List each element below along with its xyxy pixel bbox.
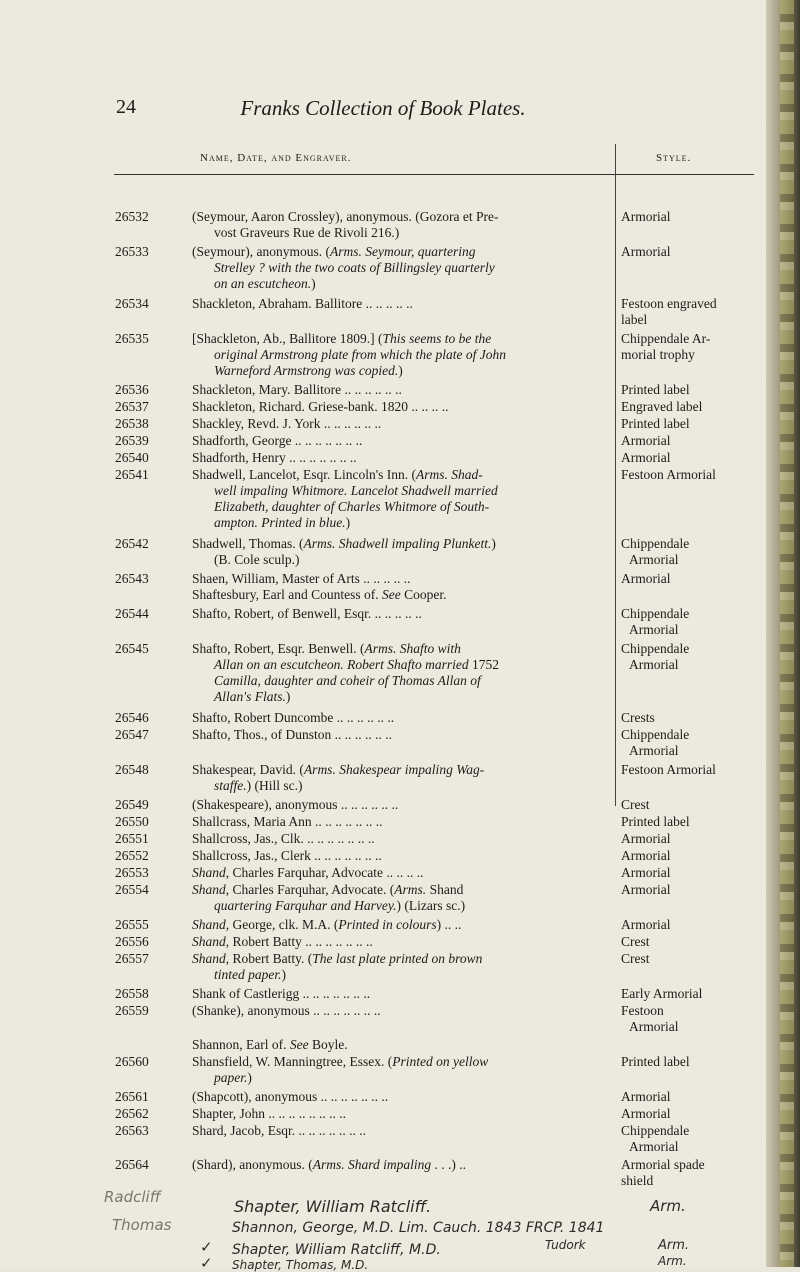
entry-line: Shand, Robert Batty .. .. .. .. .. .. ..: [192, 934, 373, 949]
entry-description: [192, 710, 602, 726]
entry-style-line: Festoon Armorial: [621, 762, 716, 777]
entry-style: [621, 986, 761, 1002]
entry-line: on an escutcheon.): [214, 276, 316, 291]
entry-line: Allan on an escutcheon. Robert Shafto married 1752: [214, 657, 499, 672]
entry-style: [621, 951, 761, 967]
entry-style: [621, 865, 761, 881]
entry-number: 26540: [115, 450, 149, 465]
entry-style: [621, 1106, 761, 1122]
entry-description: [192, 1003, 602, 1019]
entry-style-line: Chippendale: [621, 727, 690, 742]
entry-style-line: Printed label: [621, 416, 690, 431]
entry-number: 26538: [115, 416, 149, 431]
running-header: [0, 96, 766, 126]
column-header-style: Style.: [656, 152, 692, 164]
entry-style: [621, 571, 761, 587]
entry-description: [192, 1037, 602, 1053]
entry-description: [192, 865, 602, 881]
entry-style-line: Armorial: [621, 848, 671, 863]
entry-number: 26541: [115, 467, 149, 482]
header-rule: [114, 174, 754, 175]
entry-line: Shaftesbury, Earl and Countess of. See Cooper.: [192, 587, 447, 602]
entry-line: (Shard), anonymous. (Arms. Shard impaling . . .) ..: [192, 1157, 467, 1172]
entry-style: [621, 934, 761, 950]
entry-line: Allan's Flats.): [214, 689, 291, 704]
entry-line: Shapter, John .. .. .. .. .. .. .. ..: [192, 1106, 346, 1121]
margin-annotation-2: Thomas: [112, 1216, 172, 1234]
entry-style: [621, 727, 761, 759]
entry-line: Shand, Robert Batty. (The last plate printed on brown: [192, 951, 483, 966]
entry-number: 26561: [115, 1089, 149, 1104]
entry-line: original Armstrong plate from which the plate of John: [214, 347, 506, 362]
entry-style-line: Armorial: [621, 433, 671, 448]
entry-description: [192, 1089, 602, 1105]
entry-line: Shafto, Robert, of Benwell, Esqr. .. .. .. .. ..: [192, 606, 422, 621]
entry-style-line: Printed label: [621, 814, 690, 829]
handwritten-note-2: Tudork: [545, 1238, 586, 1252]
entry-style-line: Armorial: [629, 622, 679, 637]
margin-annotation-1: Radcliff: [104, 1188, 161, 1206]
entry-style: [621, 831, 761, 847]
entry-number: 26544: [115, 606, 149, 621]
entry-style: [621, 467, 761, 483]
entry-number: 26535: [115, 331, 149, 346]
entry-line: Shallcross, Jas., Clerk .. .. .. .. .. .. ..: [192, 848, 382, 863]
entry-number: 26564: [115, 1157, 149, 1172]
entry-style-line: Armorial spade: [621, 1157, 705, 1172]
entry-style: [621, 882, 761, 898]
entry-style: [621, 762, 761, 778]
page-number: 24: [116, 96, 136, 118]
column-header-name: Name, Date, and Engraver.: [200, 152, 352, 164]
entry-number: 26536: [115, 382, 149, 397]
entry-description: [192, 986, 602, 1002]
entry-description: [192, 762, 602, 794]
entry-line: Shand, Charles Farquhar, Advocate. (Arms. Shand: [192, 882, 464, 897]
entry-number: 26560: [115, 1054, 149, 1069]
entry-description: [192, 433, 602, 449]
entry-line: (Shanke), anonymous .. .. .. .. .. .. ..: [192, 1003, 381, 1018]
handwritten-entry-4: Shapter, Thomas, M.D.: [232, 1258, 369, 1272]
entry-style-line: Early Armorial: [621, 986, 703, 1001]
entry-style: [621, 848, 761, 864]
entry-description: [192, 797, 602, 813]
entry-line: (Shakespeare), anonymous .. .. .. .. .. ..: [192, 797, 399, 812]
entry-description: [192, 296, 602, 312]
entry-number: 26562: [115, 1106, 149, 1121]
entry-number: 26546: [115, 710, 149, 725]
entry-style-line: Armorial: [621, 571, 671, 586]
entry-line: Shafto, Thos., of Dunston .. .. .. .. .. ..: [192, 727, 393, 742]
binding-texture: [780, 0, 794, 1267]
entry-description: [192, 536, 602, 568]
entry-style: [621, 331, 761, 363]
entry-number: 26533: [115, 244, 149, 259]
entry-style-line: Engraved label: [621, 399, 703, 414]
entry-style-line: Armorial: [629, 1019, 679, 1034]
entry-number: 26537: [115, 399, 149, 414]
entry-style-line: Armorial: [629, 1139, 679, 1154]
entry-style: [621, 606, 761, 638]
entry-description: [192, 882, 602, 914]
entry-number: 26549: [115, 797, 149, 812]
entry-number: 26552: [115, 848, 149, 863]
entry-description: [192, 917, 602, 933]
entry-style-line: Crest: [621, 951, 650, 966]
entry-line: [Shackleton, Ab., Ballitore 1809.] (This seems to be the: [192, 331, 492, 346]
entry-line: quartering Farquhar and Harvey.) (Lizars sc.): [214, 898, 466, 913]
handwritten-entry-2: Shannon, George, M.D. Lim. Cauch. 1843 FRCP. 1841: [232, 1220, 605, 1236]
entry-style-line: Chippendale: [621, 1123, 690, 1138]
column-divider: [615, 144, 616, 806]
entry-style-line: morial trophy: [621, 347, 695, 362]
entry-line: (B. Cole sculp.): [214, 552, 300, 567]
check-mark-icon: ✓: [200, 1238, 213, 1256]
entry-style-line: Crests: [621, 710, 655, 725]
entry-style-line: Festoon Armorial: [621, 467, 716, 482]
entry-line: Shackleton, Richard. Griese-bank. 1820 .. .. .. ..: [192, 399, 449, 414]
entry-line: Shard, Jacob, Esqr. .. .. .. .. .. .. ..: [192, 1123, 366, 1138]
entry-style-line: Armorial: [621, 244, 671, 259]
entry-line: Shand, George, clk. M.A. (Printed in colours) .. ..: [192, 917, 462, 932]
entry-line: Shannon, Earl of. See Boyle.: [192, 1037, 348, 1052]
entry-style: [621, 416, 761, 432]
entry-number: 26557: [115, 951, 149, 966]
entry-description: [192, 934, 602, 950]
entry-line: Camilla, daughter and coheir of Thomas Allan of: [214, 673, 481, 688]
entry-line: Shallcrass, Maria Ann .. .. .. .. .. .. ..: [192, 814, 383, 829]
entry-line: Shackleton, Abraham. Ballitore .. .. .. .. ..: [192, 296, 413, 311]
entry-number: 26547: [115, 727, 149, 742]
entry-style-line: Armorial: [621, 917, 671, 932]
entry-line: well impaling Whitmore. Lancelot Shadwell married: [214, 483, 498, 498]
entry-number: 26542: [115, 536, 149, 551]
entry-style-line: Festoon: [621, 1003, 664, 1018]
entry-description: [192, 606, 602, 622]
entry-line: Shackleton, Mary. Ballitore .. .. .. .. .. ..: [192, 382, 402, 397]
entry-style: [621, 917, 761, 933]
entry-number: 26551: [115, 831, 149, 846]
entry-style: [621, 450, 761, 466]
entry-line: Shadwell, Thomas. (Arms. Shadwell impaling Plunkett.): [192, 536, 496, 551]
entry-number: 26543: [115, 571, 149, 586]
entry-number: 26545: [115, 641, 149, 656]
entry-description: [192, 382, 602, 398]
entry-style-line: Armorial: [621, 1106, 671, 1121]
entry-style-line: Armorial: [621, 209, 671, 224]
entry-description: [192, 450, 602, 466]
entry-style: [621, 382, 761, 398]
entry-style-line: Printed label: [621, 1054, 690, 1069]
entry-description: [192, 1123, 602, 1139]
entry-description: [192, 848, 602, 864]
entry-line: paper.): [214, 1070, 252, 1085]
entry-style-line: Printed label: [621, 382, 690, 397]
entry-style: [621, 433, 761, 449]
entry-number: 26559: [115, 1003, 149, 1018]
entry-description: [192, 831, 602, 847]
entry-style: [621, 1123, 761, 1155]
entry-line: Shansfield, W. Manningtree, Essex. (Printed on yellow: [192, 1054, 489, 1069]
entry-style-line: Armorial: [629, 657, 679, 672]
entry-style-line: shield: [621, 1173, 654, 1188]
handwritten-style-3: Arm.: [658, 1238, 690, 1253]
entry-style-line: Armorial: [621, 450, 671, 465]
entry-style-line: Chippendale: [621, 536, 690, 551]
entry-style-line: Chippendale Ar-: [621, 331, 711, 346]
entry-description: [192, 331, 602, 379]
entry-line: Shaen, William, Master of Arts .. .. .. .. ..: [192, 571, 411, 586]
entry-number: 26534: [115, 296, 149, 311]
entry-description: [192, 1054, 602, 1086]
entry-style: [621, 209, 761, 225]
entry-style-line: Festoon engraved: [621, 296, 717, 311]
handwritten-style-4: Arm.: [658, 1254, 687, 1268]
entry-line: Shand, Charles Farquhar, Advocate .. .. .. ..: [192, 865, 424, 880]
entry-description: [192, 727, 602, 743]
entry-line: Shakespear, David. (Arms. Shakespear impaling Wag-: [192, 762, 485, 777]
entry-line: staffe.) (Hill sc.): [214, 778, 303, 793]
entry-style-line: Chippendale: [621, 641, 690, 656]
entry-line: tinted paper.): [214, 967, 286, 982]
entry-description: [192, 1157, 602, 1173]
entry-description: [192, 399, 602, 415]
entry-line: (Shapcott), anonymous .. .. .. .. .. .. ..: [192, 1089, 389, 1104]
entry-description: [192, 951, 602, 983]
entry-description: [192, 209, 602, 241]
entry-style-line: Armorial: [621, 865, 671, 880]
entry-number: 26532: [115, 209, 149, 224]
entry-style: [621, 296, 761, 328]
entry-style: [621, 641, 761, 673]
entry-description: [192, 571, 602, 603]
entry-number: 26550: [115, 814, 149, 829]
entry-line: Shadwell, Lancelot, Esqr. Lincoln's Inn. (Arms. Shad-: [192, 467, 483, 482]
entry-number: 26556: [115, 934, 149, 949]
entry-number: 26558: [115, 986, 149, 1001]
entry-description: [192, 467, 602, 531]
entry-style-line: Chippendale: [621, 606, 690, 621]
entry-style: [621, 1089, 761, 1105]
entry-number: 26563: [115, 1123, 149, 1138]
entry-line: Warneford Armstrong was copied.): [214, 363, 403, 378]
entry-style-line: label: [621, 312, 648, 327]
entry-style-line: Armorial: [621, 831, 671, 846]
entry-line: Shafto, Robert, Esqr. Benwell. (Arms. Shafto with: [192, 641, 461, 656]
entry-line: ampton. Printed in blue.): [214, 515, 351, 530]
entry-line: vost Graveurs Rue de Rivoli 216.): [214, 225, 400, 240]
entry-number: 26548: [115, 762, 149, 777]
entry-number: 26555: [115, 917, 149, 932]
entry-style: [621, 1054, 761, 1070]
entry-number: 26554: [115, 882, 149, 897]
entry-line: Shank of Castlerigg .. .. .. .. .. .. ..: [192, 986, 371, 1001]
entry-style-line: Armorial: [629, 552, 679, 567]
entry-style: [621, 1003, 761, 1035]
entry-line: Shadforth, George .. .. .. .. .. .. ..: [192, 433, 363, 448]
entry-description: [192, 814, 602, 830]
book-binding-edge: [766, 0, 800, 1267]
entry-line: Elizabeth, daughter of Charles Whitmore of South-: [214, 499, 490, 514]
handwritten-entry-3: Shapter, William Ratcliff, M.D.: [232, 1242, 441, 1258]
entry-line: Shafto, Robert Duncombe .. .. .. .. .. ..: [192, 710, 395, 725]
check-mark-icon: ✓: [200, 1254, 213, 1272]
entry-style: [621, 399, 761, 415]
entry-style-line: Crest: [621, 797, 650, 812]
entry-style: [621, 797, 761, 813]
entry-number: 26553: [115, 865, 149, 880]
entry-line: Shackley, Revd. J. York .. .. .. .. .. ..: [192, 416, 382, 431]
entry-description: [192, 244, 602, 292]
entry-style-line: Armorial: [629, 743, 679, 758]
entry-style: [621, 814, 761, 830]
entry-line: Shadforth, Henry .. .. .. .. .. .. ..: [192, 450, 357, 465]
entry-style-line: Crest: [621, 934, 650, 949]
entry-description: [192, 1106, 602, 1122]
running-title: Franks Collection of Book Plates.: [240, 96, 526, 120]
entry-number: 26539: [115, 433, 149, 448]
entry-description: [192, 416, 602, 432]
handwritten-style-1: Arm.: [650, 1197, 686, 1215]
entry-style: [621, 244, 761, 260]
entry-description: [192, 641, 602, 705]
entry-style-line: Armorial: [621, 1089, 671, 1104]
handwritten-entry-1: Shapter, William Ratcliff.: [234, 1197, 432, 1216]
entry-line: Strelley ? with the two coats of Billingsley quarterly: [214, 260, 495, 275]
entry-line: Shallcross, Jas., Clk. .. .. .. .. .. .. ..: [192, 831, 375, 846]
entry-line: (Seymour, Aaron Crossley), anonymous. (Gozora et Pre-: [192, 209, 499, 224]
entry-style: [621, 536, 761, 568]
entry-style: [621, 710, 761, 726]
entry-style: [621, 1157, 761, 1189]
entry-line: (Seymour), anonymous. (Arms. Seymour, quartering: [192, 244, 476, 259]
entry-style-line: Armorial: [621, 882, 671, 897]
